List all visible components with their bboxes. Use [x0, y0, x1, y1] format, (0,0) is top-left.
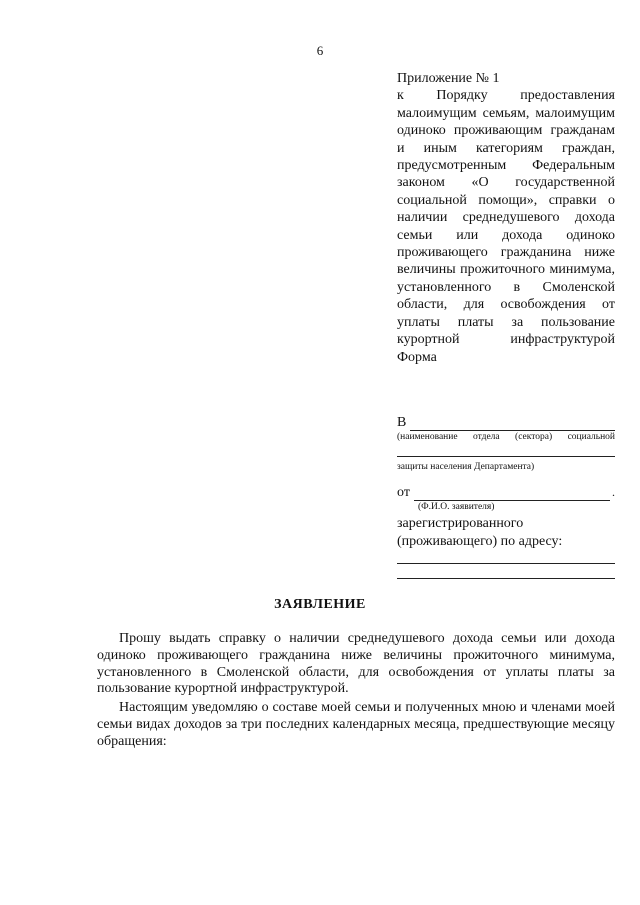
- address-field-line2[interactable]: [397, 578, 615, 579]
- appendix-block: [397, 70, 615, 366]
- addressee-to-prefix: В: [397, 415, 407, 430]
- statement-paragraph-2: Настоящим уведомляю о составе моей семьи и полученных мною и членами моей семьи видах доходов за три последних календарных месяца, предшествующие месяцу обращения:: [97, 700, 615, 749]
- address-field-line1[interactable]: [397, 563, 615, 564]
- applicant-from-end: .: [612, 485, 615, 499]
- applicant-name-field[interactable]: [414, 486, 610, 501]
- appendix-title: Приложение № 1: [397, 71, 500, 86]
- addressee-to-field[interactable]: [410, 416, 615, 431]
- page-number: 6: [316, 43, 324, 58]
- applicant-from-prefix: от: [397, 485, 410, 500]
- addressee-to-row: [397, 414, 615, 431]
- addressee-to-hint-line2: защиты населения Департамента): [397, 462, 535, 472]
- registered-address-label: зарегистрированного (проживающего) по адресу:: [397, 516, 563, 549]
- addressee-to-hint: (наименование отдела (сектора) социальной: [397, 432, 615, 442]
- document-title: ЗАЯВЛЕНИЕ: [274, 597, 366, 612]
- applicant-name-hint: (Ф.И.О. заявителя): [418, 502, 495, 512]
- appendix-body: к Порядку предоставления малоимущим семьям, малоимущим одиноко проживающим гражданам и иным категориям граждан, предусмотренным Федеральным законом «О государственной социальной помощи», справки о наличии среднедушевого дохода семьи или дохода одиноко проживающего гражданина ниже величины прожиточного минимума, установленного в Смоленской области, для освобождения от уплаты платы за пользование курортной инфраструктурой: [397, 88, 615, 348]
- form-label: Форма: [397, 349, 437, 365]
- addressee-to-field-line2[interactable]: [397, 456, 615, 457]
- statement-paragraph-1: Прошу выдать справку о наличии среднедушевого дохода семьи или дохода одиноко проживающего гражданина ниже величины прожиточного минимума, установленного в Смоленской области, для освобождения от уплаты платы за пользование курортной инфраструктурой.: [97, 631, 615, 697]
- applicant-from-row: [397, 484, 615, 501]
